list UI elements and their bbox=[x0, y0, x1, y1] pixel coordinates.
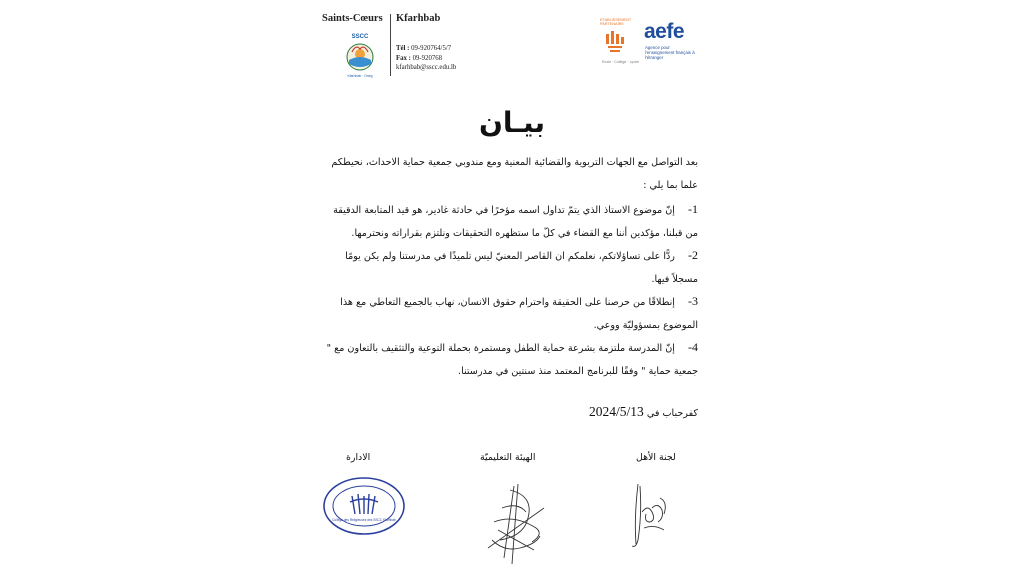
document-title: بيـان bbox=[479, 106, 545, 139]
fax-line: Fax : 09-920768 bbox=[396, 54, 443, 62]
teaching-staff-signature bbox=[474, 478, 556, 568]
school-contact bbox=[396, 44, 456, 73]
parents-committee-label: لجنة الأهل bbox=[636, 452, 676, 463]
administration-label: الادارة bbox=[346, 452, 371, 463]
school-name: Saints-Cœurs bbox=[322, 13, 383, 24]
item-number: 1- bbox=[688, 202, 698, 216]
statement-item-4 bbox=[318, 336, 698, 383]
school-logo-motto: Kfarhbab · Oneg bbox=[347, 74, 373, 78]
administration-stamp-icon bbox=[322, 476, 406, 536]
item-number: 4- bbox=[688, 340, 698, 354]
school-header bbox=[322, 10, 482, 80]
school-city: Kfarhbab bbox=[396, 13, 441, 24]
email-line: kfarhbab@sscc.edu.lb bbox=[396, 64, 457, 72]
item-text: إنطلاقًا من حرصنا على الحقيقة واحترام حقوق الانسان، نهاب بالجميع التعاطي مع هذا الموضوع بمسؤوليّة ووعي. bbox=[340, 297, 698, 331]
aefe-partner-logo bbox=[598, 18, 702, 66]
teaching-staff-label: الهيئة التعليميّة bbox=[480, 452, 536, 463]
school-logo-icon bbox=[340, 30, 380, 80]
aefe-subtitle: Agence pour l'enseignement français à l'étranger bbox=[645, 45, 695, 60]
aefe-emblem-icon bbox=[600, 22, 648, 62]
item-number: 2- bbox=[688, 248, 698, 262]
item-text: إنّ المدرسة ملتزمة بشرعة حماية الطفل ومستمرة بحملة التوعية والتثقيف بالتعاون مع " جمعية حماية " وفقًا للبرنامج المعتمد منذ سنتين في مدرستنا. bbox=[326, 343, 698, 377]
item-text: إنّ موضوع الاستاذ الذي يتمّ تداول اسمه مؤخرًا في حادثة غادير، هو قيد المتابعة الدقيقة من قبلنا، مؤكدين أننا مع القضاء في كلّ ما ستظهره التحقيقات ونلتزم بقراراته ونحترمها. bbox=[333, 205, 698, 239]
date-place: كفرحباب في bbox=[646, 408, 698, 419]
stamp-text: Collège des Religieuses des SSCC Kfarhbab bbox=[332, 518, 396, 522]
aefe-wordmark: aefe bbox=[644, 20, 685, 43]
statement-item-1 bbox=[318, 198, 698, 245]
date-value: 2024/5/13 bbox=[589, 404, 644, 419]
aefe-badge-text: ETABLISSEMENT PARTENAIRE bbox=[600, 18, 632, 27]
intro-paragraph: بعد التواصل مع الجهات التربوية والقضائية المعنية ومع مندوبي جمعية حماية الاحداث، نحيطكم علما بما يلي : bbox=[331, 157, 698, 191]
aefe-footer: Ecole · Collège · Lycée bbox=[602, 60, 640, 64]
phone-line: Tél : 09-920764/5/7 bbox=[396, 45, 452, 52]
parents-committee-signature bbox=[624, 478, 672, 552]
header-divider bbox=[390, 14, 391, 76]
school-logo-text: SSCC bbox=[351, 34, 369, 40]
date-line bbox=[538, 404, 698, 420]
item-number: 3- bbox=[688, 294, 698, 308]
statement-item-2 bbox=[318, 244, 698, 291]
item-text: ردًّا على تساؤلاتكم، نعلمكم ان القاصر المعنيّ ليس تلميذًا في مدرستنا ولم يكن يومًا مسجلاً فيها. bbox=[345, 251, 698, 285]
statement-item-3 bbox=[318, 290, 698, 337]
